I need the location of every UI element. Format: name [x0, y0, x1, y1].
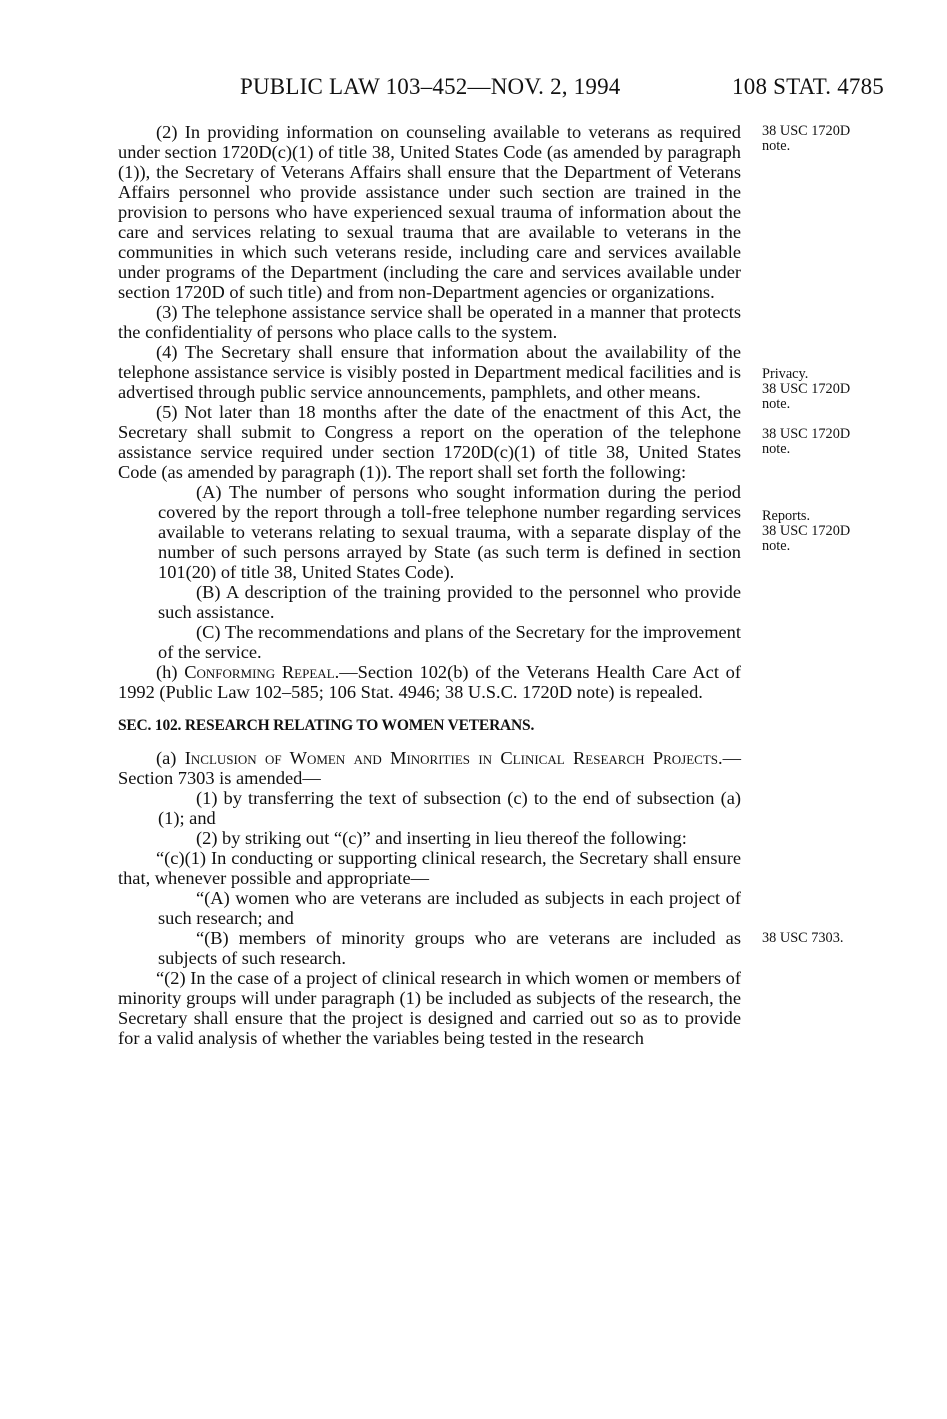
- margin-note-line: note.: [762, 396, 791, 412]
- subsection-h-text: —Section 102(b) of the Veterans Health Care Act of 1992 (Public Law 102–585; 106 Stat. 4946; 38 U.S.C. 1720D note) is repealed.: [118, 662, 741, 702]
- margin-note-line: 38 USC 1720D: [762, 426, 851, 442]
- margin-note-line: Reports.: [762, 508, 811, 524]
- margin-note-1: [762, 124, 892, 154]
- subsection-a: [118, 748, 741, 788]
- margin-note-3: [762, 427, 892, 457]
- margin-note-line: note.: [762, 441, 791, 457]
- margin-note-2: [762, 367, 892, 412]
- paragraph-2: (2) In providing information on counseling available to veterans as required under section 1720D(c)(1) of title 38, United States Code (as amended by paragraph (1)), the Secretary of Veterans Affairs shall ensure that the Department of Veterans Affairs personnel who provide assistance under such section are trained in the provision to persons who have experienced sexual trauma of information about the care and services relating to sexual trauma that are available to veterans in the communities in which such veterans reside, including care and services available under programs of the Department (including the care and services available under section 1720D of such title) and from non-Department agencies or organizations.: [118, 122, 741, 302]
- subsection-h-lead: (h): [156, 662, 185, 682]
- paragraph-5: (5) Not later than 18 months after the date of the enactment of this Act, the Secretary shall submit to Congress a report on the operation of the telephone assistance service required under section 1720D(c)(1) of title 38, United States Code (as amended by paragraph (1)). The report shall set forth the following:: [118, 402, 741, 482]
- paragraph-3: (3) The telephone assistance service shall be operated in a manner that protects the confidentiality of persons who place calls to the system.: [118, 302, 741, 342]
- paragraph-4: (4) The Secretary shall ensure that information about the availability of the telephone assistance service is visibly posted in Department medical facilities and is advertised through public service announcements, pamphlets, and other means.: [118, 342, 741, 402]
- subsection-a-heading: Inclusion of Women and Minorities in Clinical Research Projects.: [184, 748, 723, 768]
- margin-note-line: 38 USC 1720D: [762, 381, 851, 397]
- margin-note-line: 38 USC 1720D: [762, 523, 851, 539]
- clause-2: (2) by striking out “(c)” and inserting in lieu thereof the following:: [196, 828, 687, 848]
- margin-note-line: Privacy.: [762, 366, 809, 382]
- quoted-b: “(B) members of minority groups who are veterans are included as subjects of such research.: [158, 928, 741, 968]
- quoted-2: “(2) In the case of a project of clinical research in which women or members of minority groups will under paragraph (1) be included as subjects of the research, the Secretary shall ensure that the project is designed and carried out so as to provide for a valid analysis of whether the variables being tested in the research: [118, 968, 741, 1048]
- margin-note-5: [762, 931, 892, 946]
- statute-page-number: 108 STAT. 4785: [732, 74, 884, 99]
- margin-note-line: 38 USC 7303.: [762, 930, 844, 946]
- subsection-h-heading: Conforming Repeal.: [184, 662, 340, 682]
- margin-note-line: note.: [762, 538, 791, 554]
- quoted-a: “(A) women who are veterans are included as subjects in each project of such research; and: [158, 888, 741, 928]
- subsection-h: [118, 662, 741, 702]
- subparagraph-c: (C) The recommendations and plans of the Secretary for the improvement of the service.: [158, 622, 741, 662]
- clause-1: (1) by transferring the text of subsection (c) to the end of subsection (a)(1); and: [158, 788, 741, 828]
- quoted-c1: “(c)(1) In conducting or supporting clinical research, the Secretary shall ensure that, whenever possible and appropriate—: [118, 848, 741, 888]
- subsection-a-lead: (a): [156, 748, 185, 768]
- subsection-a-text: —Section 7303 is amended—: [118, 748, 741, 788]
- page-header: [118, 74, 886, 104]
- running-title: PUBLIC LAW 103–452—NOV. 2, 1994: [240, 74, 621, 99]
- margin-note-line: note.: [762, 138, 791, 154]
- subparagraph-a: (A) The number of persons who sought information during the period covered by the report through a toll-free telephone number regarding services available to veterans relating to sexual trauma, with a separate display of the number of such persons arrayed by State (as such term is defined in section 101(20) of title 38, United States Code).: [158, 482, 741, 582]
- margin-note-line: 38 USC 1720D: [762, 123, 851, 139]
- margin-note-4: [762, 509, 892, 554]
- section-heading: SEC. 102. RESEARCH RELATING TO WOMEN VETERANS.: [118, 717, 535, 734]
- subparagraph-b: (B) A description of the training provided to the personnel who provide such assistance.: [158, 582, 741, 622]
- body-text: [118, 122, 741, 1048]
